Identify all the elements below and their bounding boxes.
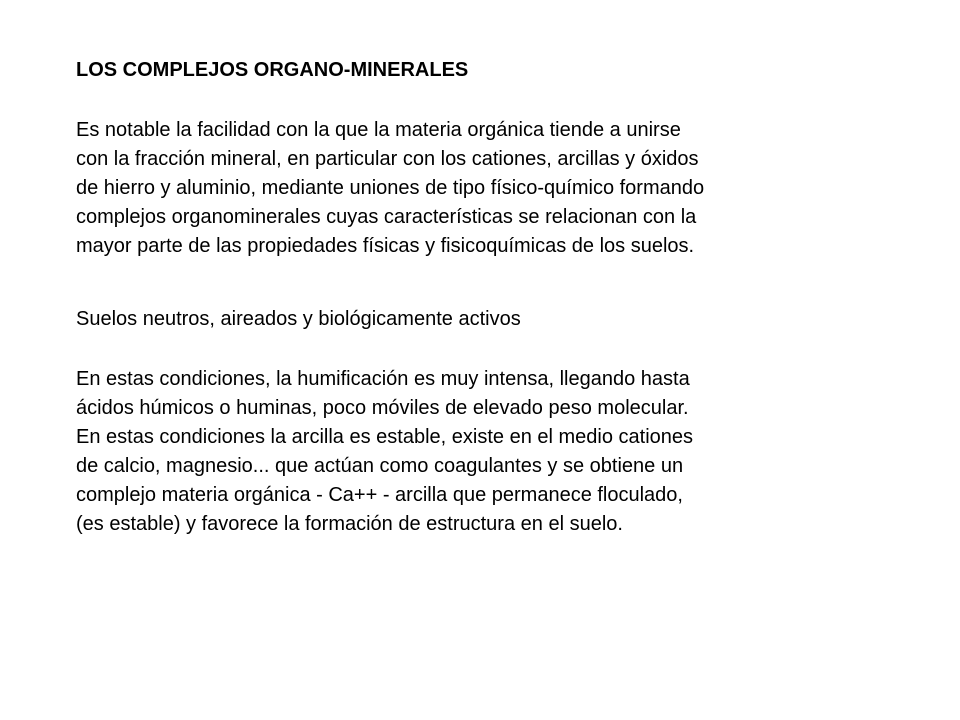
paragraph-line: complejos organominerales cuyas características se relacionan con la [76, 206, 697, 228]
paragraph-line: (es estable) y favorece la formación de estructura en el suelo. [76, 513, 623, 535]
slide-title: LOS COMPLEJOS ORGANO-MINERALES [76, 59, 469, 81]
body-paragraph [76, 365, 693, 539]
intro-paragraph [76, 116, 704, 261]
paragraph-line: ácidos húmicos o huminas, poco móviles de elevado peso molecular. [76, 397, 689, 419]
paragraph-line: de calcio, magnesio... que actúan como coagulantes y se obtiene un [76, 455, 684, 477]
paragraph-line: complejo materia orgánica - Ca++ - arcilla que permanece floculado, [76, 484, 683, 506]
paragraph-line: Es notable la facilidad con la que la materia orgánica tiende a unirse [76, 119, 681, 141]
paragraph-line: de hierro y aluminio, mediante uniones de tipo físico-químico formando [76, 177, 705, 199]
paragraph-line: En estas condiciones la arcilla es estable, existe en el medio cationes [76, 426, 694, 448]
section-subheading [76, 305, 521, 334]
subheading-text: Suelos neutros, aireados y biológicamente activos [76, 308, 521, 330]
paragraph-line: mayor parte de las propiedades físicas y fisicoquímicas de los suelos. [76, 235, 695, 257]
paragraph-line: con la fracción mineral, en particular con los cationes, arcillas y óxidos [76, 148, 699, 170]
paragraph-line: En estas condiciones, la humificación es muy intensa, llegando hasta [76, 368, 690, 390]
